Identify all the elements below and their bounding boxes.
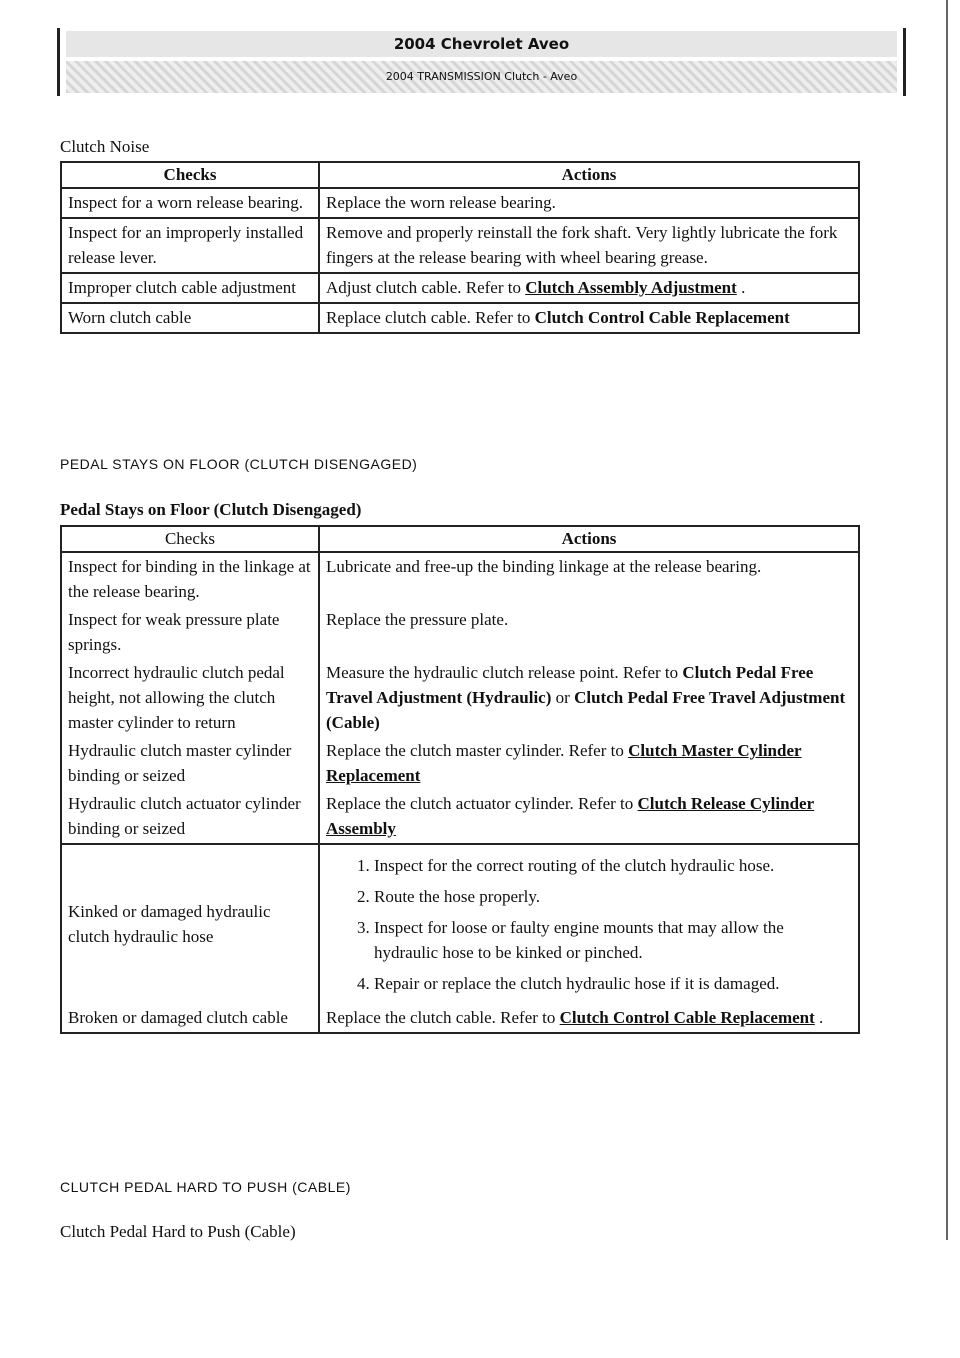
check-cell: Broken or damaged clutch cable: [61, 1004, 319, 1033]
document-header: [57, 28, 906, 96]
check-cell: Hydraulic clutch actuator cylinder binding or seized: [61, 790, 319, 844]
document-title: 2004 Chevrolet Aveo: [66, 31, 897, 57]
clutch-control-cable-replacement-link[interactable]: Clutch Control Cable Replacement: [534, 308, 790, 327]
action-cell: [319, 303, 859, 333]
action-cell: [319, 659, 859, 737]
action-cell: Replace the worn release bearing.: [319, 188, 859, 218]
pedal-stays-heading: PEDAL STAYS ON FLOOR (CLUTCH DISENGAGED): [60, 456, 418, 472]
action-text: .: [736, 278, 746, 297]
pedal-stays-table: [60, 525, 860, 1034]
action-cell: [319, 1004, 859, 1033]
check-cell: Kinked or damaged hydraulic clutch hydraulic hose: [61, 844, 319, 1004]
table-row: [61, 790, 859, 844]
action-cell: [319, 844, 859, 1004]
table-row: [61, 737, 859, 790]
document-subtitle: 2004 TRANSMISSION Clutch - Aveo: [66, 61, 897, 93]
clutch-master-cylinder-replacement-link[interactable]: Clutch Master Cylinder Replacement: [326, 741, 802, 785]
table-row: [61, 188, 859, 218]
check-cell: Incorrect hydraulic clutch pedal height, not allowing the clutch master cylinder to return: [61, 659, 319, 737]
list-item: 4. Repair or replace the clutch hydraulic hose if it is damaged.: [374, 971, 852, 996]
hard-to-push-title: Clutch Pedal Hard to Push (Cable): [60, 1222, 296, 1241]
table-row: [61, 659, 859, 737]
check-cell: Worn clutch cable: [61, 303, 319, 333]
action-cell: [319, 790, 859, 844]
action-text: .: [814, 1008, 824, 1027]
check-cell: Inspect for a worn release bearing.: [61, 188, 319, 218]
clutch-noise-title: Clutch Noise: [60, 137, 150, 156]
col-header-checks: Checks: [61, 162, 319, 188]
table-row: [61, 303, 859, 333]
check-cell: Hydraulic clutch master cylinder binding or seized: [61, 737, 319, 790]
hard-to-push-heading: CLUTCH PEDAL HARD TO PUSH (CABLE): [60, 1179, 351, 1195]
action-cell: [319, 273, 859, 303]
table-row: [61, 1004, 859, 1033]
table-header-row: [61, 162, 859, 188]
table-row: [61, 552, 859, 606]
clutch-noise-table: [60, 161, 860, 334]
clutch-release-cylinder-assembly-link[interactable]: Clutch Release Cylinder Assembly: [326, 794, 815, 838]
action-text: Replace the clutch cable. Refer to: [326, 1008, 560, 1027]
table-row: [61, 273, 859, 303]
table-row: [61, 218, 859, 273]
check-cell: Improper clutch cable adjustment: [61, 273, 319, 303]
col-header-checks: Checks: [61, 526, 319, 552]
table-header-row: [61, 526, 859, 552]
action-cell: Lubricate and free-up the binding linkage at the release bearing.: [319, 552, 859, 606]
col-header-actions: Actions: [319, 162, 859, 188]
list-item: 2. Route the hose properly.: [374, 884, 852, 909]
clutch-control-cable-replacement-link[interactable]: Clutch Control Cable Replacement: [559, 1008, 815, 1027]
action-text: Replace clutch cable. Refer to: [326, 308, 535, 327]
list-item: 1. Inspect for the correct routing of the clutch hydraulic hose.: [374, 853, 852, 878]
table-row: [61, 606, 859, 659]
check-cell: Inspect for an improperly installed release lever.: [61, 218, 319, 273]
action-text: or: [551, 688, 575, 707]
pedal-stays-title: Pedal Stays on Floor (Clutch Disengaged): [60, 500, 362, 519]
action-cell: Replace the pressure plate.: [319, 606, 859, 659]
table-row: [61, 844, 859, 1004]
action-text: Measure the hydraulic clutch release point. Refer to: [326, 663, 683, 682]
action-text: Replace the clutch actuator cylinder. Refer to: [326, 794, 638, 813]
action-text: Adjust clutch cable. Refer to: [326, 278, 526, 297]
col-header-actions: Actions: [319, 526, 859, 552]
list-item: 3. Inspect for loose or faulty engine mounts that may allow the hydraulic hose to be kinked or pinched.: [374, 915, 852, 965]
check-cell: Inspect for binding in the linkage at the release bearing.: [61, 552, 319, 606]
steps-list: [326, 853, 852, 996]
clutch-assembly-adjustment-link[interactable]: Clutch Assembly Adjustment: [525, 278, 737, 297]
action-cell: Remove and properly reinstall the fork shaft. Very lightly lubricate the fork fingers at the release bearing with wheel bearing grease.: [319, 218, 859, 273]
clutch-pedal-free-travel-cable-ref: Clutch Pedal Free Travel Adjustment (Cable): [326, 688, 846, 732]
clutch-pedal-free-travel-hydraulic-ref: Clutch Pedal Free Travel Adjustment (Hydraulic): [326, 663, 814, 707]
action-text: Replace the clutch master cylinder. Refer to: [326, 741, 629, 760]
check-cell: Inspect for weak pressure plate springs.: [61, 606, 319, 659]
page-edge-rule: [946, 0, 948, 1240]
action-cell: [319, 737, 859, 790]
